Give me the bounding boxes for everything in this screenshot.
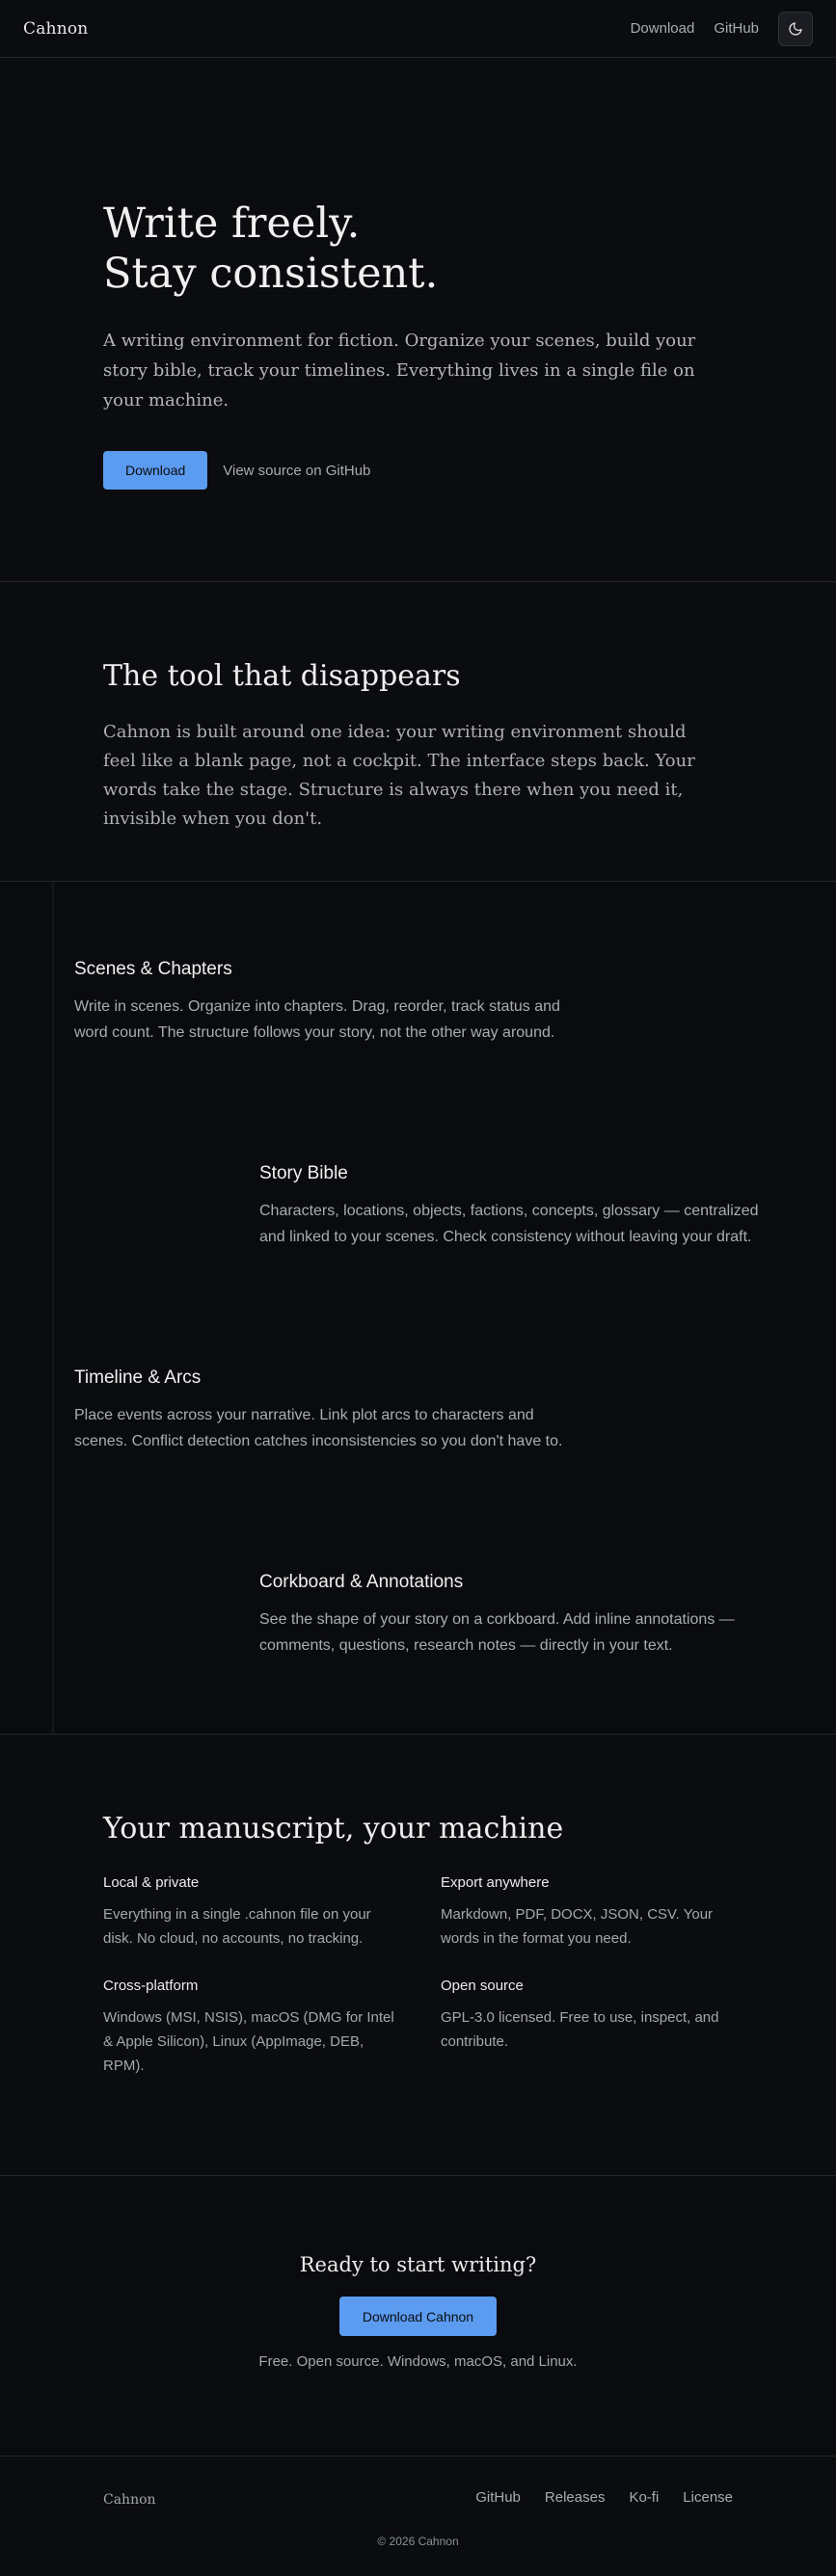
philosophy-section bbox=[0, 582, 836, 882]
copyright-text: © 2026 Cahnon bbox=[377, 2535, 459, 2548]
feature-story-bible bbox=[259, 1163, 761, 1250]
footer-license-link[interactable]: License bbox=[683, 2489, 733, 2506]
hero-title-line-1: Write freely. bbox=[103, 199, 361, 248]
hero-lede: A writing environment for fiction. Organize your scenes, build your story bible, track your timelines. Everything lives in a single file on your machine. bbox=[103, 331, 696, 411]
site-footer bbox=[0, 2456, 836, 2575]
feature-corkboard-annotations bbox=[259, 1572, 780, 1659]
manuscript-grid bbox=[103, 1874, 836, 2078]
view-source-link[interactable]: View source on GitHub bbox=[223, 462, 371, 479]
benefit-body: Markdown, PDF, DOCX, JSON, CSV. Your words in the format you need. bbox=[441, 1906, 714, 1947]
footer-releases-link[interactable]: Releases bbox=[544, 2489, 606, 2506]
benefit-local-private bbox=[103, 1874, 441, 1951]
feature-title: Story Bible bbox=[259, 1163, 348, 1183]
nav-github-link[interactable]: GitHub bbox=[714, 20, 759, 37]
footer-kofi-link[interactable]: Ko-fi bbox=[629, 2489, 660, 2506]
cta-title: Ready to start writing? bbox=[299, 2253, 537, 2276]
hero-actions bbox=[103, 451, 836, 490]
benefit-body: Everything in a single .cahnon file on your disk. No cloud, no accounts, no tracking. bbox=[103, 1906, 371, 1947]
cta-note: Free. Open source. Windows, macOS, and Linux. bbox=[258, 2353, 578, 2370]
benefit-cross-platform bbox=[103, 1978, 441, 2078]
feature-title: Corkboard & Annotations bbox=[259, 1572, 464, 1592]
feature-title: Scenes & Chapters bbox=[74, 959, 232, 979]
footer-github-link[interactable]: GitHub bbox=[475, 2489, 521, 2506]
benefit-body: Windows (MSI, NSIS), macOS (DMG for Intel & Apple Silicon), Linux (AppImage, DEB, RPM). bbox=[103, 2009, 394, 2074]
manuscript-title: Your manuscript, your machine bbox=[103, 1812, 564, 1846]
features-section bbox=[0, 882, 836, 1735]
feature-body: Characters, locations, objects, factions, concepts, glossary — centralized and linked to your scenes. Check consistency without leaving your draft. bbox=[259, 1203, 759, 1245]
philosophy-title: The tool that disappears bbox=[103, 659, 461, 693]
download-cahnon-button[interactable]: Download Cahnon bbox=[339, 2297, 497, 2336]
feature-timeline-arcs bbox=[74, 1368, 585, 1454]
hero-section bbox=[0, 58, 836, 582]
feature-title: Timeline & Arcs bbox=[74, 1368, 202, 1388]
footer-links bbox=[475, 2489, 733, 2506]
hero-title bbox=[103, 199, 836, 299]
nav-download-link[interactable]: Download bbox=[630, 20, 695, 37]
hero-title-line-2: Stay consistent. bbox=[103, 250, 439, 298]
timeline-rail bbox=[52, 882, 54, 1734]
feature-scenes-chapters bbox=[74, 959, 585, 1046]
benefit-export-anywhere bbox=[441, 1874, 778, 1951]
cta-section bbox=[0, 2176, 836, 2456]
benefit-title: Export anywhere bbox=[441, 1874, 550, 1891]
feature-body: Write in scenes. Organize into chapters. Drag, reorder, track status and word count. The structure follows your story, not the other way around. bbox=[74, 998, 560, 1041]
feature-body: See the shape of your story on a corkboard. Add inline annotations — comments, questions, research notes — directly in your text. bbox=[259, 1611, 735, 1654]
benefit-title: Open source bbox=[441, 1978, 524, 1994]
feature-body: Place events across your narrative. Link plot arcs to characters and scenes. Conflict detection catches inconsistencies so you don't have to. bbox=[74, 1407, 563, 1449]
benefit-title: Cross-platform bbox=[103, 1978, 199, 1994]
brand-logo[interactable]: Cahnon bbox=[23, 18, 89, 39]
benefit-title: Local & private bbox=[103, 1874, 200, 1891]
site-header bbox=[0, 0, 836, 58]
manuscript-section bbox=[0, 1735, 836, 2176]
hero-download-button[interactable]: Download bbox=[103, 451, 207, 490]
benefit-open-source bbox=[441, 1978, 778, 2078]
benefit-body: GPL-3.0 licensed. Free to use, inspect, and contribute. bbox=[441, 2009, 719, 2050]
moon-icon bbox=[788, 21, 803, 37]
footer-brand: Cahnon bbox=[103, 2492, 156, 2508]
philosophy-body: Cahnon is built around one idea: your writing environment should feel like a blank page, not a cockpit. The interface steps back. Your words take the stage. Structure is always there when you need it, invisible when you don't. bbox=[103, 722, 695, 829]
top-nav bbox=[631, 12, 813, 46]
theme-toggle-button[interactable] bbox=[778, 12, 813, 46]
